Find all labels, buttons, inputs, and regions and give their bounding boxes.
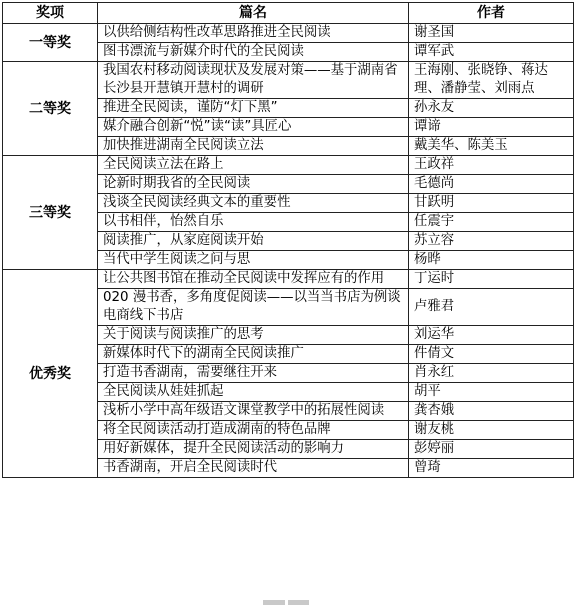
title-cell: 让公共图书馆在推动全民阅读中发挥应有的作用 bbox=[98, 270, 409, 289]
title-cell: 媒介融合创新“悦”读“读”具匠心 bbox=[98, 118, 409, 137]
header-row bbox=[3, 3, 574, 24]
author-cell: 龚杏娥 bbox=[409, 402, 574, 421]
table-row bbox=[3, 24, 574, 43]
title-cell: 以供给侧结构性改革思路推进全民阅读 bbox=[98, 24, 409, 43]
header-title: 篇名 bbox=[98, 3, 409, 24]
title-cell: 当代中学生阅读之问与思 bbox=[98, 251, 409, 270]
author-cell: 毛德尚 bbox=[409, 175, 574, 194]
author-cell: 刘运华 bbox=[409, 326, 574, 345]
prize-cell: 三等奖 bbox=[3, 156, 98, 270]
title-cell: 推进全民阅读，谨防“灯下黑” bbox=[98, 99, 409, 118]
author-cell: 肖永红 bbox=[409, 364, 574, 383]
author-cell: 谭军武 bbox=[409, 43, 574, 62]
title-cell: 以书相伴，怡然自乐 bbox=[98, 213, 409, 232]
author-cell: 孙永友 bbox=[409, 99, 574, 118]
awards-table bbox=[2, 2, 574, 478]
title-cell: 全民阅读从娃娃抓起 bbox=[98, 383, 409, 402]
title-cell: 将全民阅读活动打造成湖南的特色品牌 bbox=[98, 421, 409, 440]
author-cell: 彭婷丽 bbox=[409, 440, 574, 459]
title-cell: 加快推进湖南全民阅读立法 bbox=[98, 137, 409, 156]
title-cell: 图书漂流与新媒介时代的全民阅读 bbox=[98, 43, 409, 62]
author-cell: 谢友桃 bbox=[409, 421, 574, 440]
author-cell: 戴美华、陈美玉 bbox=[409, 137, 574, 156]
title-cell: 阅读推广，从家庭阅读开始 bbox=[98, 232, 409, 251]
author-cell: 谭谛 bbox=[409, 118, 574, 137]
table-row bbox=[3, 270, 574, 289]
prize-cell: 一等奖 bbox=[3, 24, 98, 62]
table-row bbox=[3, 156, 574, 175]
title-cell: 新媒体时代下的湖南全民阅读推广 bbox=[98, 345, 409, 364]
author-cell: 苏立容 bbox=[409, 232, 574, 251]
author-cell: 杨晔 bbox=[409, 251, 574, 270]
author-cell: 甘跃明 bbox=[409, 194, 574, 213]
header-author: 作者 bbox=[409, 3, 574, 24]
table-row bbox=[3, 62, 574, 99]
title-cell: 打造书香湖南，需要继往开来 bbox=[98, 364, 409, 383]
title-cell: 我国农村移动阅读现状及发展对策——基于湖南省长沙县开慧镇开慧村的调研 bbox=[98, 62, 409, 99]
title-cell: 全民阅读立法在路上 bbox=[98, 156, 409, 175]
title-cell: 020 漫书香，多角度促阅读——以当当书店为例谈电商线下书店 bbox=[98, 289, 409, 326]
author-cell: 卢雅君 bbox=[409, 289, 574, 326]
scroll-indicator bbox=[263, 600, 309, 605]
author-cell: 曾琦 bbox=[409, 459, 574, 478]
title-cell: 论新时期我省的全民阅读 bbox=[98, 175, 409, 194]
author-cell: 任震宇 bbox=[409, 213, 574, 232]
title-cell: 书香湖南，开启全民阅读时代 bbox=[98, 459, 409, 478]
award-body bbox=[3, 24, 574, 478]
title-cell: 浅析小学中高年级语文课堂教学中的拓展性阅读 bbox=[98, 402, 409, 421]
title-cell: 浅谈全民阅读经典文本的重要性 bbox=[98, 194, 409, 213]
header-prize: 奖项 bbox=[3, 3, 98, 24]
title-cell: 用好新媒体，提升全民阅读活动的影响力 bbox=[98, 440, 409, 459]
author-cell: 王海刚、张晓铮、蒋达理、潘静莹、刘雨点 bbox=[409, 62, 574, 99]
author-cell: 王政祥 bbox=[409, 156, 574, 175]
author-cell: 胡平 bbox=[409, 383, 574, 402]
title-cell: 关于阅读与阅读推广的思考 bbox=[98, 326, 409, 345]
author-cell: 丁运时 bbox=[409, 270, 574, 289]
author-cell: 件倩文 bbox=[409, 345, 574, 364]
prize-cell: 二等奖 bbox=[3, 62, 98, 156]
author-cell: 谢圣国 bbox=[409, 24, 574, 43]
prize-cell: 优秀奖 bbox=[3, 270, 98, 478]
